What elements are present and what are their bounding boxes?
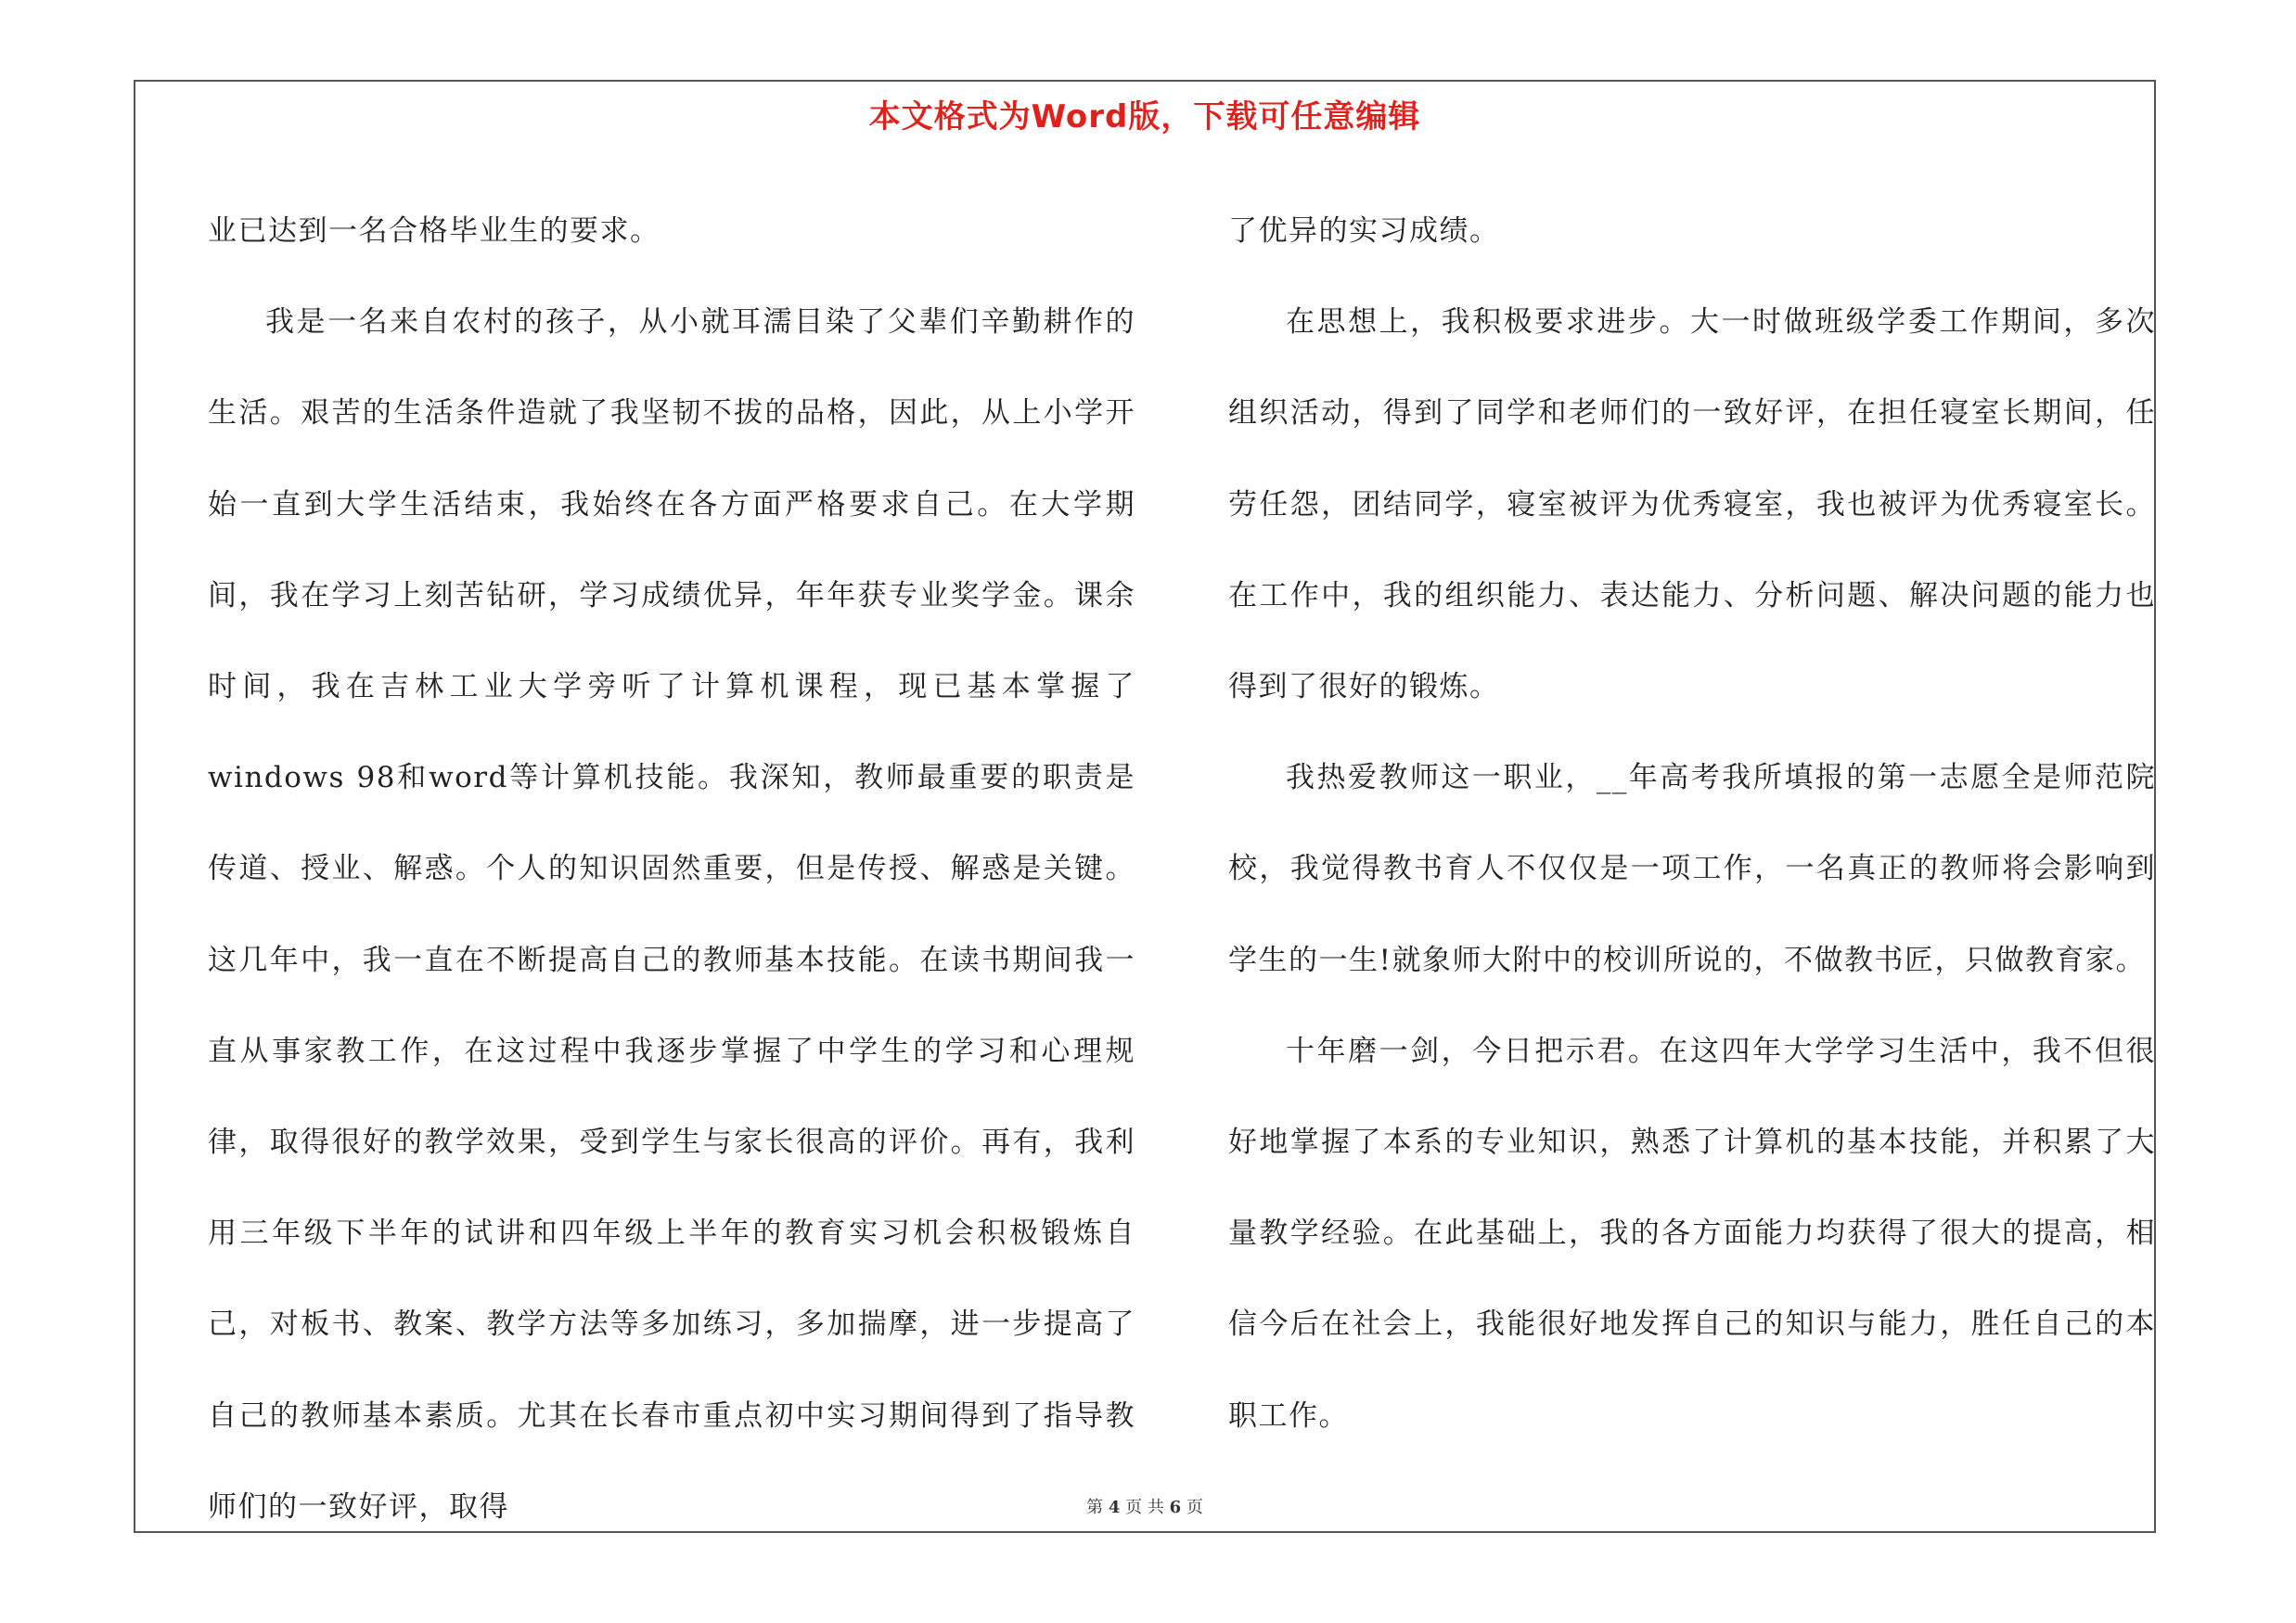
current-page-number: 4 (1108, 1498, 1121, 1517)
paragraph: 了优异的实习成绩。 (1228, 214, 1500, 248)
footer-middle: 页 共 (1125, 1498, 1164, 1517)
paragraph: 业已达到一名合格毕业生的要求。 (208, 214, 661, 248)
paragraph: 十年磨一剑，今日把示君。在这四年大学学习生活中，我不但很好地掌握了本系的专业知识，熟悉了计算机的基本技能，并积累了大量教学经验。在此基础上，我的各方面能力均获得了很大的提高，相信今后在社会上，我能很好地发挥自己的知识与能力，胜任自己的本职工作。 (1228, 1034, 2156, 1433)
paragraph: 我是一名来自农村的孩子，从小就耳濡目染了父辈们辛勤耕作的生活。艰苦的生活条件造就了我坚韧不拔的品格，因此，从上小学开始一直到大学生活结束，我始终在各方面严格要求自己。在大学期间，我在学习上刻苦钻研，学习成绩优异，年年获专业奖学金。课余时间，我在吉林工业大学旁听了计算机课程，现已基本掌握了windows 98和word等计算机技能。我深知，教师最重要的职责是传道、授业、解惑。个人的知识固然重要，但是传授、解惑是关键。这几年中，我一直在不断提高自己的教师基本技能。在读书期间我一直从事家教工作，在这过程中我逐步掌握了中学生的学习和心理规律，取得很好的教学效果，受到学生与家长很高的评价。再有，我利用三年级下半年的试讲和四年级上半年的教育实习机会积极锻炼自己，对板书、教案、教学方法等多加练习，多加揣摩，进一步提高了自己的教师基本素质。尤其在长春市重点初中实习期间得到了指导教师们的一致好评，取得 (208, 305, 1135, 1524)
page-footer (135, 1494, 2154, 1518)
paragraph: 我热爱教师这一职业，__年高考我所填报的第一志愿全是师范院校，我觉得教书育人不仅仅是一项工作，一名真正的教师将会影响到学生的一生!就象师大附中的校训所说的，不做教书匠，只做教育家。 (1228, 761, 2156, 977)
right-column (1228, 186, 2156, 1462)
format-banner: 本文格式为Word版，下载可任意编辑 (868, 98, 1421, 135)
footer-suffix: 页 (1186, 1498, 1203, 1517)
left-column (208, 186, 1135, 1552)
page-frame (134, 80, 2156, 1533)
total-page-count: 6 (1169, 1498, 1182, 1517)
paragraph: 在思想上，我积极要求进步。大一时做班级学委工作期间，多次组织活动，得到了同学和老师们的一致好评，在担任寝室长期间，任劳任怨，团结同学，寝室被评为优秀寝室，我也被评为优秀寝室长。在工作中，我的组织能力、表达能力、分析问题、解决问题的能力也得到了很好的锻炼。 (1228, 305, 2156, 704)
footer-prefix: 第 (1086, 1498, 1104, 1517)
